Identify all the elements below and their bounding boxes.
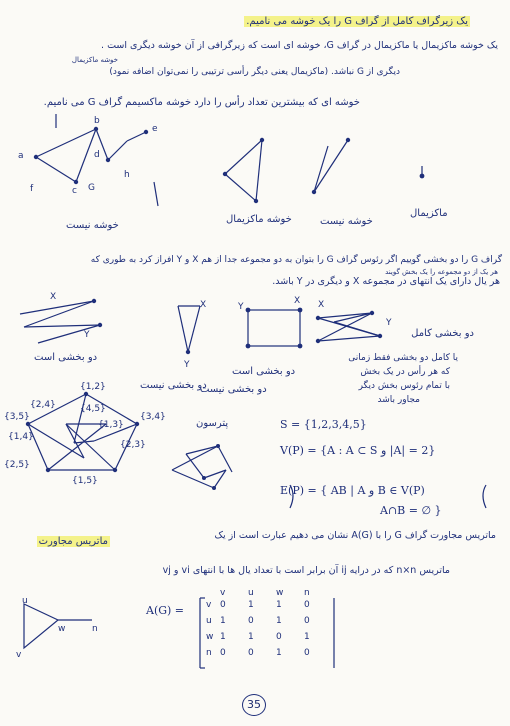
page-number: 35 [242,694,266,716]
label-x-1: X [50,292,57,302]
matrix-cell: 0 [248,648,254,658]
bipartite-definition: گراف G را دو بخشی گوییم اگر رئوس گراف G را بتوان به دو مجموعه جدا از هم X و Y افراز کرد به طوری که [90,255,502,265]
caption-bipartite-is: دو بخشی است [34,352,98,363]
maximal-clique-definition: یک خوشه ماکزیمال یا ماکزیمال در گراف G، خوشه ای است که زیرگرافی از آن خوشه دیگری است . [101,40,498,51]
vertex-e: e [152,124,158,134]
caption-petersen: پترسون [196,418,229,429]
caption-not-clique-2: خوشه نیست [320,216,373,227]
matrix-cell: 0 [304,616,310,626]
bipartite-definition-2: هر یال دارای یک انتهای در مجموعه X و دیگری در Y باشد. [272,276,500,287]
maximum-clique-definition: خوشه ای که بیشترین تعداد رأس را دارد خوشه ماکسیمم گراف G می نامیم. [43,97,360,108]
petersen-label-15: {1,5} [72,476,98,486]
set-E-line2: A∩B = ∅ } [380,504,442,517]
bipartite-note: هر یک از دو مجموعه را یک بخش گویند [385,268,498,276]
matrix-cell: 0 [304,648,310,658]
vertex-a: a [18,151,24,161]
matrix-col-header: v [220,588,226,598]
caption-bipartite-isnot: دو بخشی نیست [140,380,207,391]
petersen-label-34: {3,4} [140,412,166,422]
label-y-2: Y [184,360,190,370]
complete-bipartite-title: دو بخشی کامل [411,328,474,339]
label-x-4: X [318,300,325,310]
matrix-cell: 1 [248,632,254,642]
caption-maximal: ماکزیمال [410,208,448,219]
set-S: S = {1,2,3,4,5} [280,418,367,431]
matrix-cell: 1 [304,632,310,642]
adjacency-definition: ماتریس مجاورت گراف G را با A(G) نشان می دهیم عبارت است از یک [214,530,496,541]
label-x-3: X [294,296,301,306]
complete-bipartite-desc-2: که هر رأس در یک بخش [360,367,450,377]
matrix-label: A(G) = [146,604,185,617]
matrix-col-header: n [304,588,310,598]
petersen-label-24: {2,4} [30,400,56,410]
small-graph-u: u [22,596,28,606]
vertex-d: d [94,150,100,160]
label-y-3: Y [238,302,244,312]
matrix-row-header: u [206,616,212,626]
maximal-clique-note: خوشه ماکزیمال [71,56,118,64]
caption-maximal-clique: خوشه ماکزیمال [226,214,292,225]
label-x-2: X [200,300,207,310]
matrix-col-header: w [276,588,284,598]
matrix-cell: 1 [220,632,226,642]
matrix-cell: 1 [276,648,282,658]
petersen-label-13: {1,3} [98,420,124,430]
complete-bipartite-desc-4: مجاور باشد [377,395,420,405]
vertex-f: f [30,184,34,194]
set-V: V(P) = {A : A ⊂ S و |A| = 2} [280,444,436,457]
petersen-label-14: {1,4} [8,432,34,442]
matrix-cell: 0 [220,600,226,610]
caption-bipartite-isnot-2: دو بخشی نیست [200,384,267,395]
small-graph-n: n [92,624,98,634]
adjacency-title: ماتریس مجاورت [38,536,108,547]
complete-bipartite-desc-3: با تمام رئوس بخش دیگر [358,381,450,391]
matrix-cell: 0 [304,600,310,610]
caption-not-clique: خوشه نیست [66,220,119,231]
matrix-cell: 1 [276,600,282,610]
matrix-row-header: n [206,648,212,658]
maximal-clique-continuation: دیگری از G نباشد. (ماکزیمال یعنی دیگر رأسی ترتیبی را نمی‌توان اضافه نمود) [109,67,400,77]
clique-highlight: یک زیرگراف کامل از گراف G را یک خوشه می نامیم. [246,16,468,27]
matrix-cell: 1 [248,600,254,610]
label-y-4: Y [386,318,392,328]
set-E-line1: E(P) = { AB | A و B ∈ V(P) [280,484,425,497]
matrix-cell: 1 [276,616,282,626]
petersen-label-12: {1,2} [80,382,106,392]
label-y-1: Y [84,330,90,340]
petersen-label-23: {2,3} [120,440,146,450]
matrix-row-header: w [206,632,214,642]
petersen-label-35: {3,5} [4,412,30,422]
matrix-cell: 0 [220,648,226,658]
small-graph-v: v [16,650,22,660]
petersen-label-25: {2,5} [4,460,30,470]
adjacency-definition-2: ماتریس n×n که در درایه ij آن برابر است با تعداد یال ها با انتهای vi و vj [162,565,450,576]
vertex-h: h [124,170,130,180]
vertex-b: b [94,116,100,126]
matrix-cell: 0 [276,632,282,642]
matrix-row-header: v [206,600,212,610]
matrix-cell: 0 [248,616,254,626]
caption-bipartite-is-2: دو بخشی است [232,366,296,377]
petersen-label-45: {4,5} [80,404,106,414]
matrix-cell: 1 [220,616,226,626]
vertex-G: G [88,183,95,193]
matrix-col-header: u [248,588,254,598]
small-graph-w: w [58,624,66,634]
vertex-c: c [72,186,77,196]
complete-bipartite-desc-1: یا کامل دو بخشی فقط زمانی [348,353,458,363]
